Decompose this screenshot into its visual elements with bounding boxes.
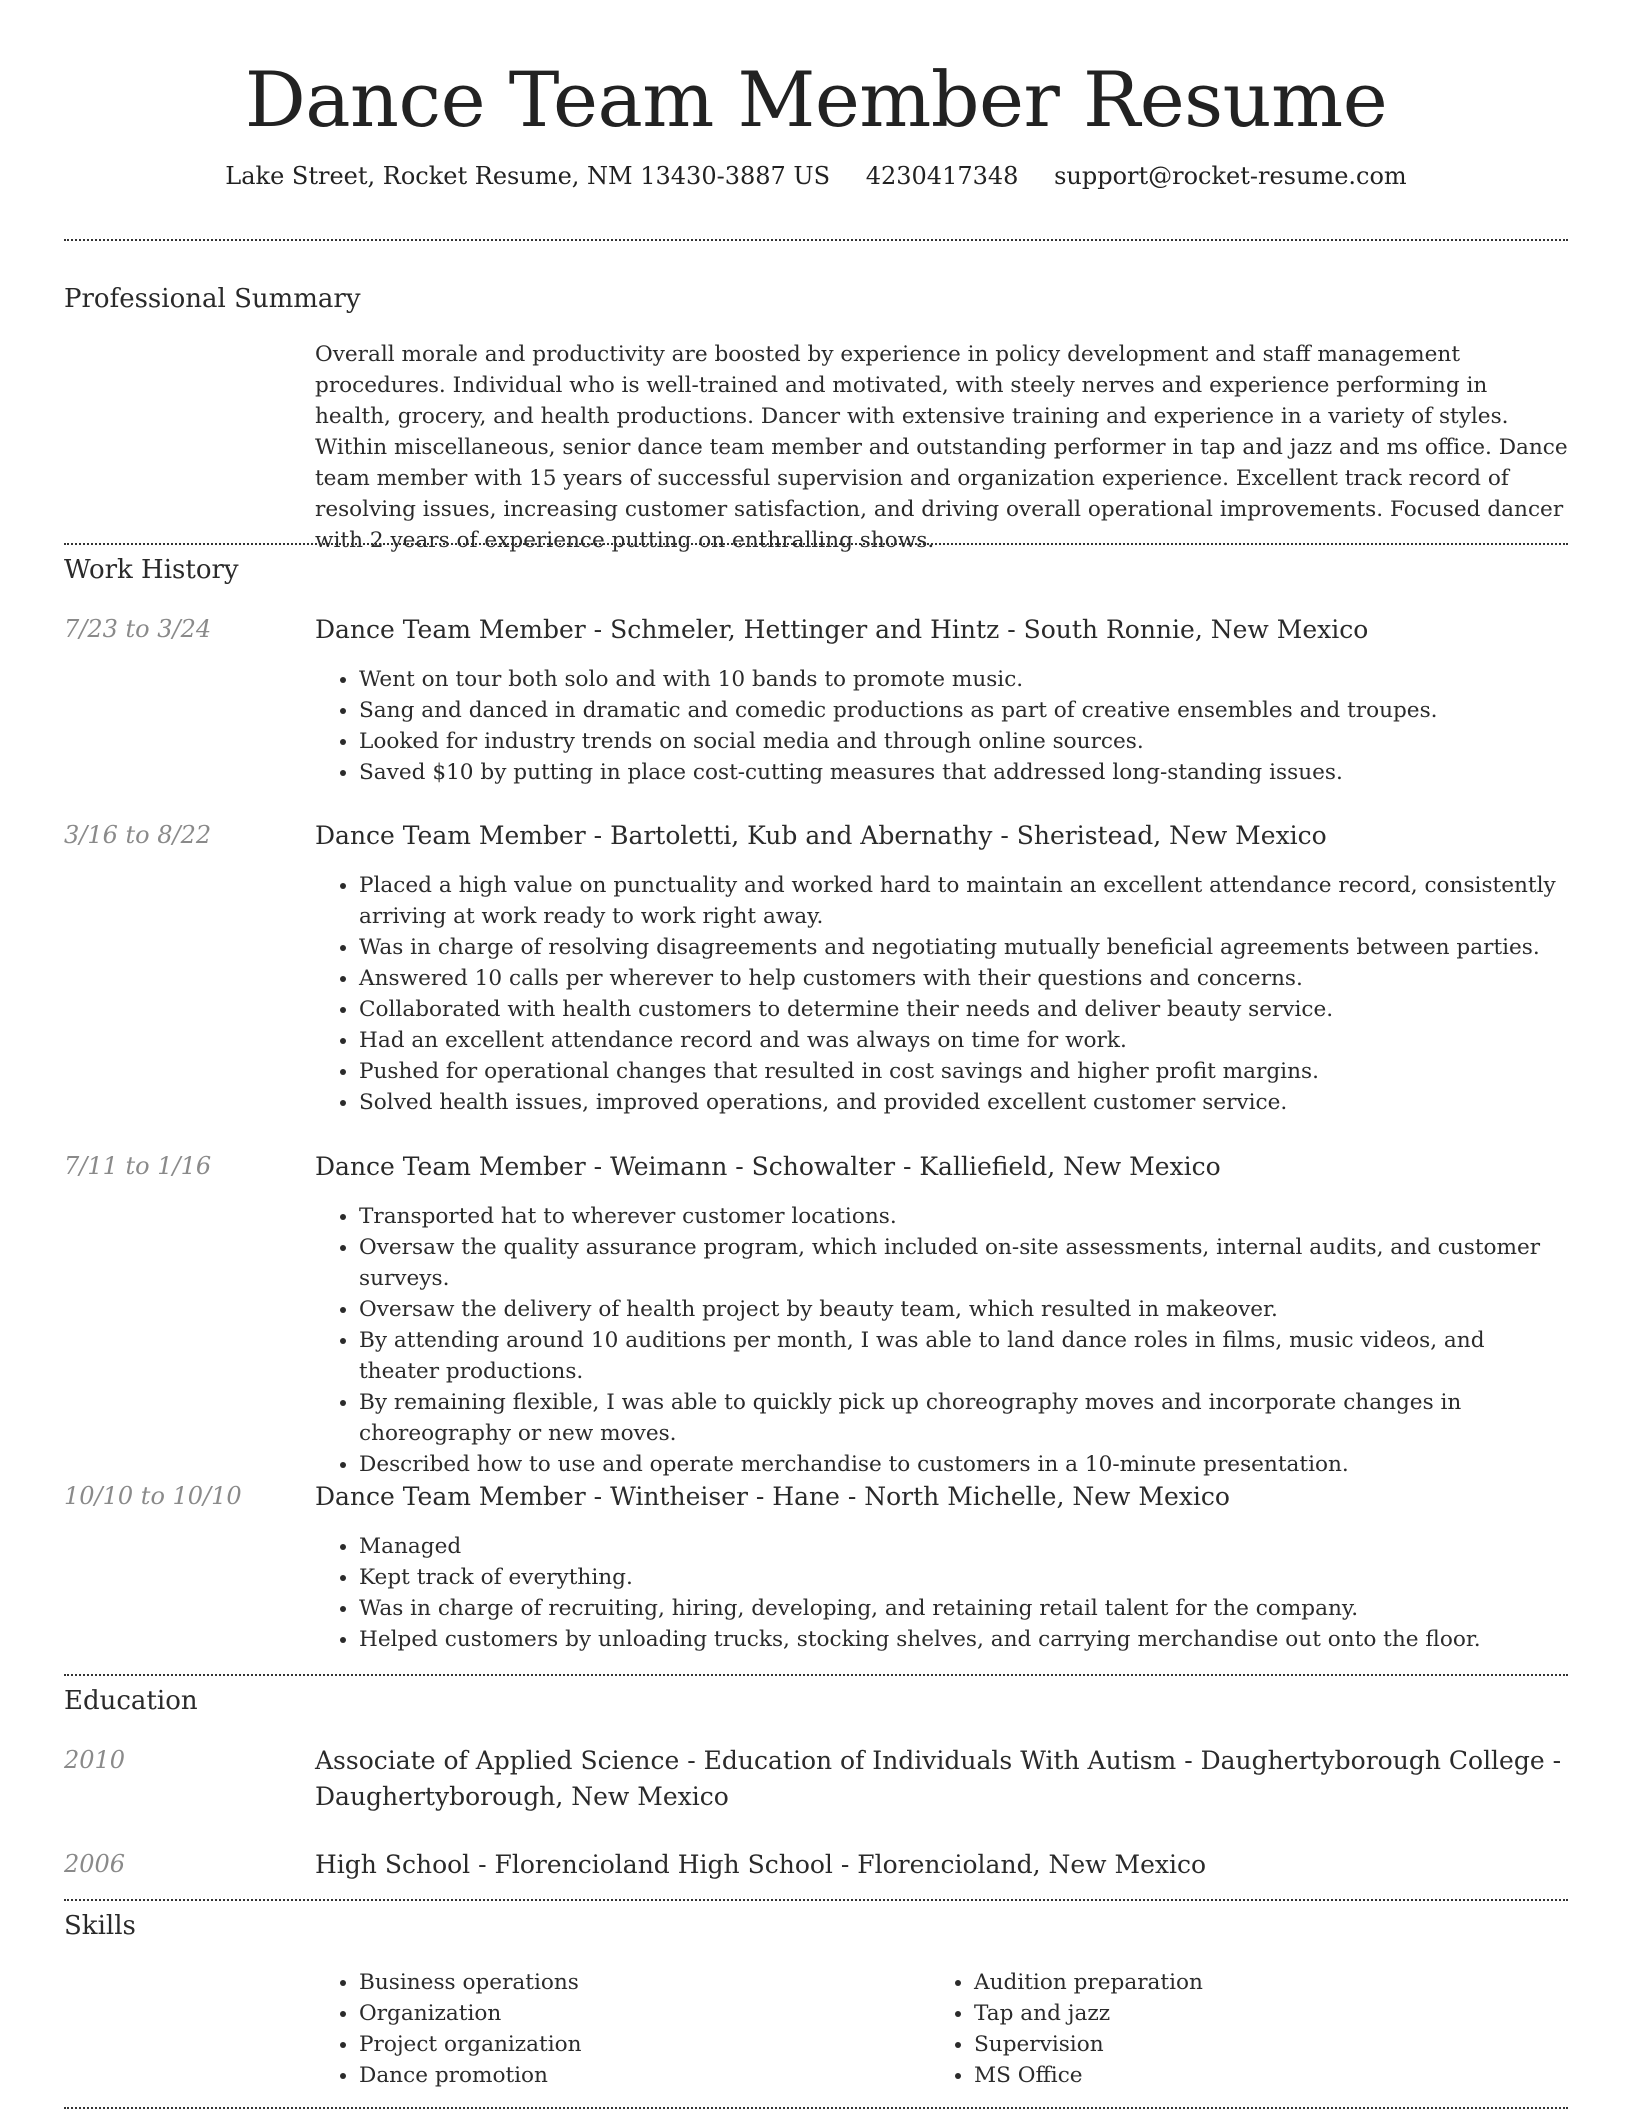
list-item: • Oversaw the delivery of health project by beauty team, which resulted in makeover. <box>359 1294 1568 1325</box>
phone-text: 4230417348 <box>865 162 1019 190</box>
education-heading: Education <box>64 1686 198 1716</box>
job-bullets <box>315 870 1568 1118</box>
resume-page <box>64 0 1568 2088</box>
email-link[interactable]: support@rocket-resume.com <box>1054 162 1407 190</box>
list-item: • Dance promotion <box>359 2060 959 2091</box>
list-item: • Saved $10 by putting in place cost-cutting measures that addressed long-standing issues. <box>359 757 1568 788</box>
job-title: Dance Team Member - Schmeler, Hettinger and Hintz - South Ronnie, New Mexico <box>315 615 1369 644</box>
divider <box>64 239 1568 241</box>
job-dates: 7/23 to 3/24 <box>64 615 212 643</box>
job-bullets <box>315 1201 1568 1480</box>
job-title: Dance Team Member - Bartoletti, Kub and Abernathy - Sheristead, New Mexico <box>315 821 1327 850</box>
list-item: • Kept track of everything. <box>359 1562 1568 1593</box>
list-item: • Project organization <box>359 2029 959 2060</box>
list-item: • Audition preparation <box>974 1967 1574 1998</box>
list-item: • Was in charge of recruiting, hiring, developing, and retaining retail talent for the company. <box>359 1593 1568 1624</box>
list-item: • Sang and danced in dramatic and comedic productions as part of creative ensembles and troupes. <box>359 695 1568 726</box>
job-dates: 3/16 to 8/22 <box>64 821 212 849</box>
skills-list-left <box>315 1967 959 2091</box>
job-bullets <box>315 664 1568 788</box>
list-item: • Had an excellent attendance record and was always on time for work. <box>359 1025 1568 1056</box>
list-item: • Answered 10 calls per wherever to help customers with their questions and concerns. <box>359 963 1568 994</box>
list-item: • Placed a high value on punctuality and worked hard to maintain an excellent attendance record, consistently arriving at work ready to work right away. <box>359 870 1568 932</box>
list-item: • Solved health issues, improved operations, and provided excellent customer service. <box>359 1087 1568 1118</box>
divider <box>64 2107 1568 2109</box>
list-item: • Helped customers by unloading trucks, stocking shelves, and carrying merchandise out onto the floor. <box>359 1624 1568 1655</box>
list-item: • Organization <box>359 1998 959 2029</box>
list-item: • Went on tour both solo and with 10 bands to promote music. <box>359 664 1568 695</box>
list-item: • Pushed for operational changes that resulted in cost savings and higher profit margins. <box>359 1056 1568 1087</box>
list-item: • Looked for industry trends on social media and through online sources. <box>359 726 1568 757</box>
list-item: • By attending around 10 auditions per month, I was able to land dance roles in films, music videos, and theater productions. <box>359 1325 1568 1387</box>
list-item: • Collaborated with health customers to determine their needs and deliver beauty service. <box>359 994 1568 1025</box>
job-dates: 10/10 to 10/10 <box>64 1482 242 1510</box>
education-title: High School - Florencioland High School - Florencioland, New Mexico <box>315 1850 1207 1879</box>
list-item: • Transported hat to wherever customer locations. <box>359 1201 1568 1232</box>
job-title: Dance Team Member - Wintheiser - Hane - North Michelle, New Mexico <box>315 1482 1230 1511</box>
education-year: 2010 <box>64 1746 126 1774</box>
list-item: • Described how to use and operate merchandise to customers in a 10-minute presentation. <box>359 1449 1568 1480</box>
job-bullets <box>315 1531 1568 1655</box>
divider <box>64 1899 1568 1901</box>
job-dates: 7/11 to 1/16 <box>64 1152 212 1180</box>
list-item: • Managed <box>359 1531 1568 1562</box>
divider <box>64 1674 1568 1676</box>
summary-heading: Professional Summary <box>64 284 361 314</box>
skills-heading: Skills <box>64 1911 136 1941</box>
list-item: • Was in charge of resolving disagreements and negotiating mutually beneficial agreements between parties. <box>359 932 1568 963</box>
list-item: • Oversaw the quality assurance program, which included on-site assessments, internal audits, and customer surveys. <box>359 1232 1568 1294</box>
list-item: • By remaining flexible, I was able to quickly pick up choreography moves and incorporate changes in choreography or new moves. <box>359 1387 1568 1449</box>
skills-list-right <box>930 1967 1574 2091</box>
job-title: Dance Team Member - Weimann - Schowalter - Kalliefield, New Mexico <box>315 1152 1221 1181</box>
list-item: • Supervision <box>974 2029 1574 2060</box>
address-text: Lake Street, Rocket Resume, NM 13430-3887 US <box>225 162 831 190</box>
summary-text: Overall morale and productivity are boosted by experience in policy development and staff management procedures. Individual who is well-trained and motivated, with steely nerves and experience performing in health, grocery, and health productions. Dancer with extensive training and experience in a variety of styles. Within miscellaneous, senior dance team member and outstanding performer in tap and jazz and ms office. Dance team member with 15 years of successful supervision and organization experience. Excellent track record of resolving issues, increasing customer satisfaction, and driving overall operational improvements. Focused dancer with 2 years of experience putting on enthralling shows. <box>315 342 1568 553</box>
list-item: • Business operations <box>359 1967 959 1998</box>
education-year: 2006 <box>64 1850 126 1878</box>
list-item: • MS Office <box>974 2060 1574 2091</box>
divider <box>64 543 1568 545</box>
contact-line <box>64 160 1568 192</box>
work-history-heading: Work History <box>64 555 239 585</box>
resume-title: Dance Team Member Resume <box>244 55 1388 144</box>
education-title: Associate of Applied Science - Education of Individuals With Autism - Daughertyborough College - Daughertyborough, New Mexico <box>315 1746 1562 1811</box>
list-item: • Tap and jazz <box>974 1998 1574 2029</box>
